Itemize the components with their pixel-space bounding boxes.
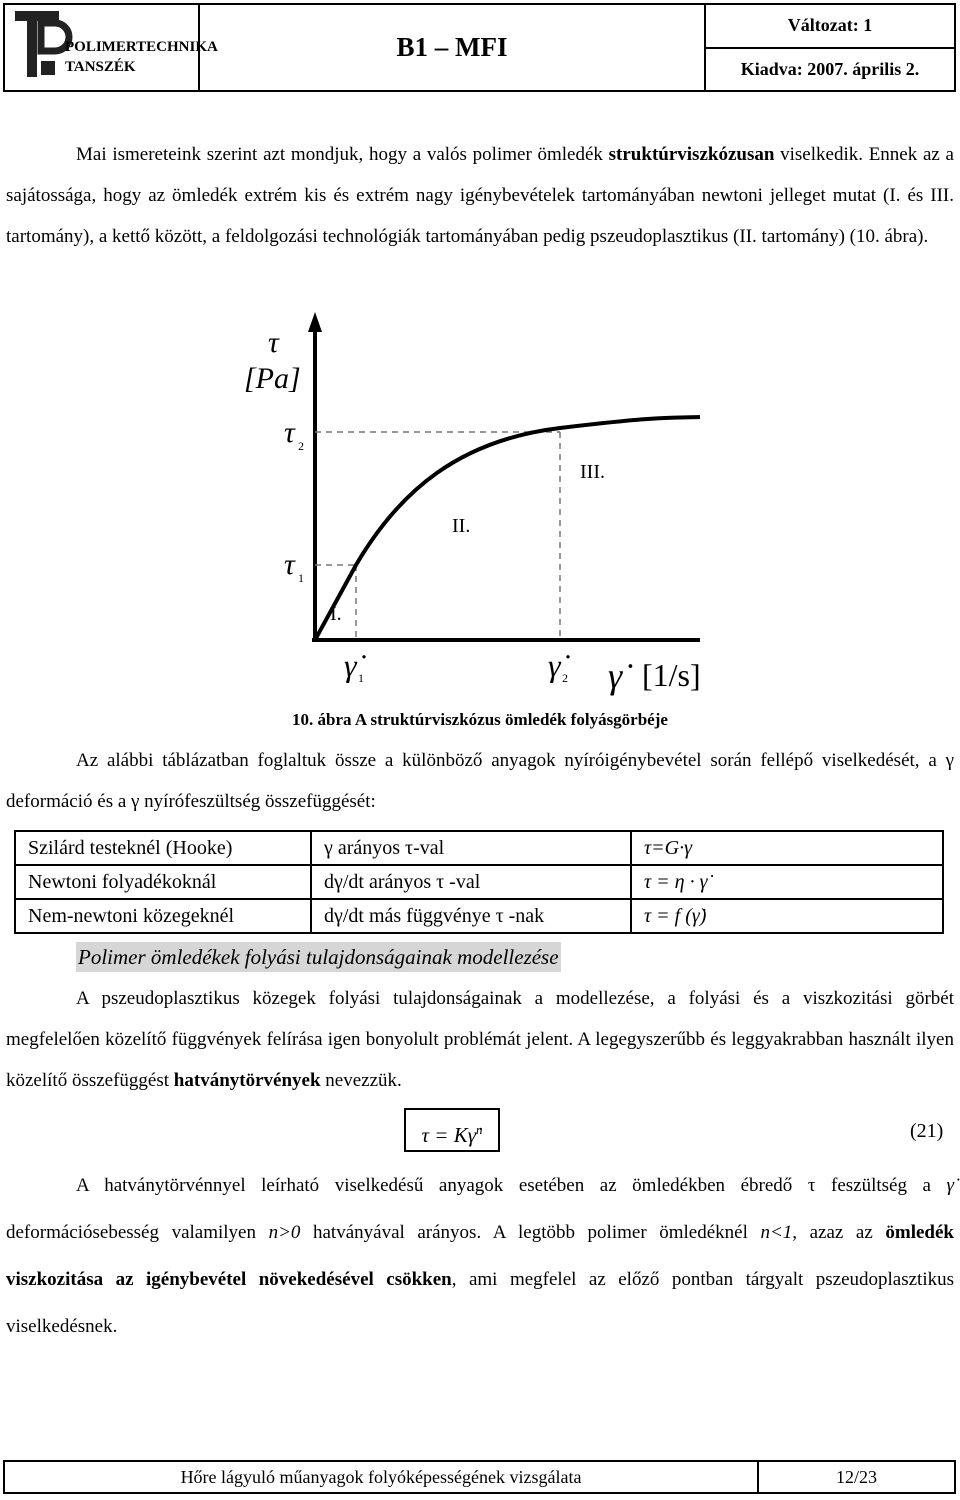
model-text-1: A pszeudoplasztikus közegek folyási tulajdonságainak a modellezése, a folyási és a viszkozitási görbét megfelelően közelítő függvények felírása igen bonyolult problémát jelent. A legegyszerűbb és leggyakrabban használt ilyen közelítő összefüggést xyxy=(6,988,954,1091)
figure-caption: 10. ábra A struktúrviszkózus ömledék folyásgörbéje xyxy=(292,710,668,729)
final-text-3: hatványával arányos. A legtöbb polimer ömledéknél xyxy=(300,1222,761,1243)
page-number: 12/23 xyxy=(758,1461,955,1493)
equation-exponent: n xyxy=(475,1122,483,1137)
relation-cell: dγ/dt más függvénye τ -nak xyxy=(311,899,631,933)
intro-paragraph xyxy=(6,134,954,257)
behaviour-table xyxy=(14,830,944,934)
logo-line1: POLIMERTECHNIKA xyxy=(65,39,218,55)
flow-curve xyxy=(315,417,700,640)
n-greater-zero: n>0 xyxy=(268,1222,301,1243)
gamma2-sub: 2 xyxy=(562,671,568,685)
formula-cell: τ=G·γ xyxy=(631,831,943,865)
gamma1-sub: 1 xyxy=(358,671,364,685)
n-less-one: n<1 xyxy=(760,1222,793,1243)
equation-body: τ = Kγ̇ xyxy=(421,1123,476,1147)
tau2-sub: 2 xyxy=(298,439,304,453)
relation-cell: γ arányos τ-val xyxy=(311,831,631,865)
relation-cell: dγ/dt arányos τ -val xyxy=(311,865,631,899)
page-header xyxy=(3,3,956,92)
table-intro-paragraph: Az alábbi táblázatban foglaltuk össze a különböző anyagok nyíróigénybevétel során fellépő viselkedését, a γ deformáció és a γ nyírófeszültség összefüggését: xyxy=(6,750,954,812)
material-cell: Newtoni folyadékoknál xyxy=(15,865,311,899)
tau1-label: τ xyxy=(284,548,295,581)
formula-cell: τ = f (γ̇) xyxy=(631,899,943,933)
gamma-dot-symbol: γ̇ xyxy=(946,1175,954,1196)
power-law-equation xyxy=(404,1108,500,1152)
footer-title: Hőre lágyuló műanyagok folyóképességének vizsgálata xyxy=(4,1461,758,1493)
region-2-label: II. xyxy=(452,515,471,537)
gamma1-label: γ̇ xyxy=(344,647,357,683)
tau2-label: τ xyxy=(284,416,295,449)
equation-number: (21) xyxy=(910,1120,944,1142)
final-paragraph xyxy=(6,1162,954,1350)
polimertechnika-logo-icon xyxy=(5,5,218,85)
page-footer xyxy=(3,1460,956,1494)
model-text-2: nevezzük. xyxy=(320,1070,402,1091)
gamma2-label: γ̇ xyxy=(548,647,561,683)
final-bold-statement: ömledék viszkozitása az igénybevétel növekedésével csökken xyxy=(6,1222,954,1290)
model-bold-term: hatványtörvények xyxy=(173,1070,321,1091)
region-1-label: I. xyxy=(330,603,342,625)
material-cell: Szilárd testeknél (Hooke) xyxy=(15,831,311,865)
intro-text-1: Mai ismereteink szerint azt mondjuk, hogy a valós polimer ömledék xyxy=(76,144,609,165)
table-row xyxy=(15,831,943,865)
y-symbol: τ xyxy=(268,326,279,359)
model-paragraph xyxy=(6,978,954,1101)
final-text-5: , ami megfelel az előző pontban tárgyalt pszeudoplasztikus viselkedésnek. xyxy=(6,1269,954,1337)
section-heading: Polimer ömledékek folyási tulajdonságainak modellezése xyxy=(76,942,561,972)
table-row xyxy=(15,865,943,899)
logo-line2: TANSZÉK xyxy=(65,59,136,75)
issue-date: Kiadva: 2007. április 2. xyxy=(705,48,955,92)
x-unit: [1/s] xyxy=(642,657,701,693)
flow-curve-figure xyxy=(230,310,730,710)
document-title: B1 – MFI xyxy=(199,4,705,91)
y-axis-arrow-icon xyxy=(308,312,322,332)
formula-cell: τ = η · γ̇ xyxy=(631,865,943,899)
tau1-sub: 1 xyxy=(298,571,304,585)
table-row xyxy=(15,899,943,933)
intro-bold-term: struktúrviszkózusan xyxy=(608,144,775,165)
intro-text-2: viselkedik. Ennek az a sajátossága, hogy az ömledék extrém kis és extrém nagy igénybevételek tartományában newtoni jelleget mutat (I. és III. tartomány), a kettő között, a feldolgozási technológiák tartományában pedig pszeudoplasztikus (II. tartomány) (10. ábra). xyxy=(6,144,954,247)
final-text-2: deformációsebesség valamilyen xyxy=(6,1222,269,1243)
final-text-1: A hatványtörvénnyel leírható viselkedésű anyagok esetében az ömledékben ébredő τ feszültség a xyxy=(76,1175,947,1196)
region-3-label: III. xyxy=(580,461,605,483)
version-label: Változat: 1 xyxy=(705,4,955,48)
material-cell: Nem-newtoni közegeknél xyxy=(15,899,311,933)
logo xyxy=(4,4,218,91)
x-symbol: γ̇ xyxy=(608,656,623,696)
y-unit: [Pa] xyxy=(244,362,301,395)
final-text-4: , azaz az xyxy=(792,1222,886,1243)
